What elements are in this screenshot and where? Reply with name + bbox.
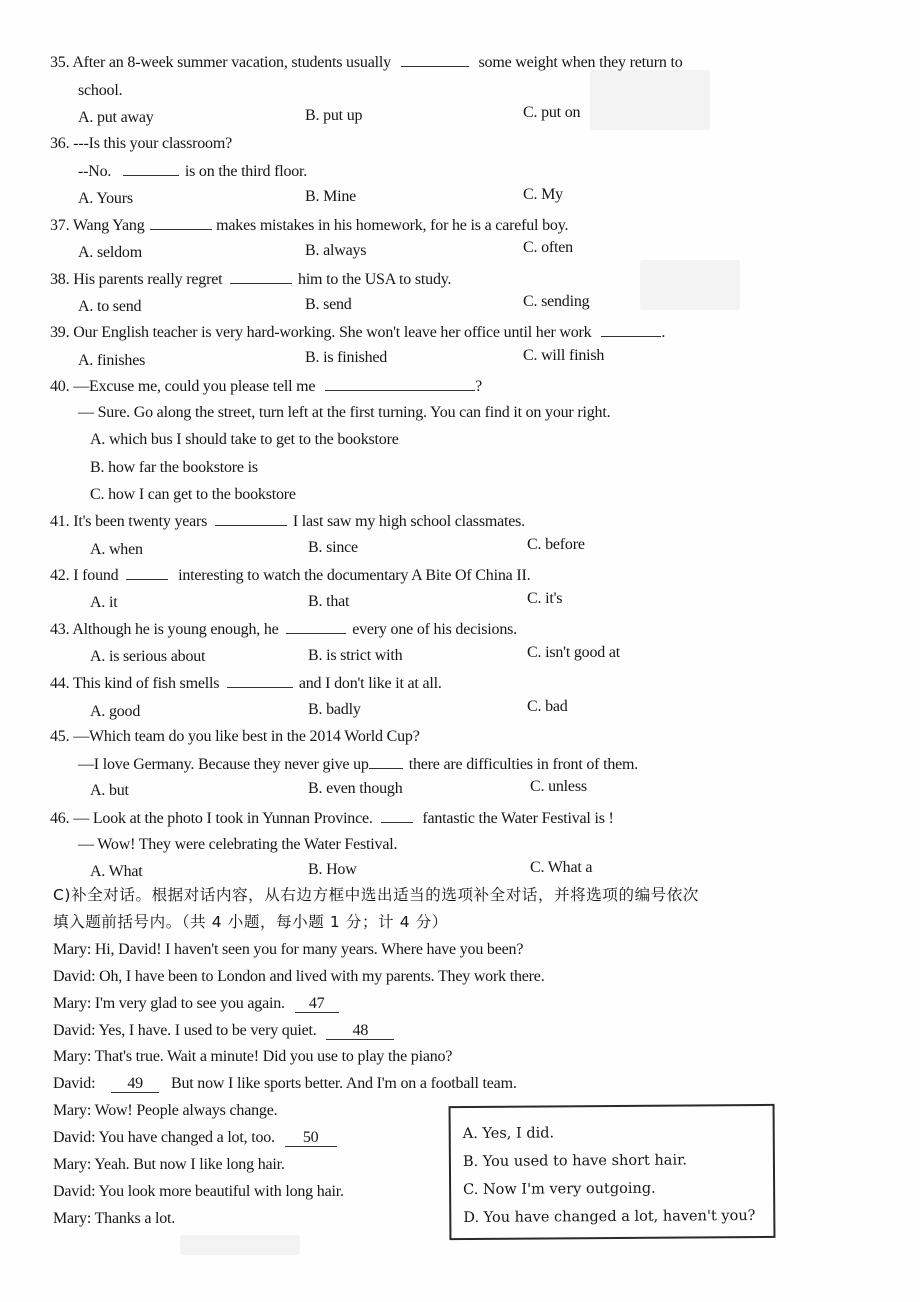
scan-noise xyxy=(180,1235,300,1255)
answer-options-box xyxy=(449,1104,776,1240)
option-b[interactable]: B. send xyxy=(305,296,352,313)
option-a[interactable]: A. seldom xyxy=(78,244,142,261)
option-b[interactable]: B. is finished xyxy=(305,349,388,366)
answer-blank[interactable] xyxy=(215,511,287,526)
answer-blank-49[interactable]: 49 xyxy=(111,1076,159,1093)
option-b[interactable]: B. is strict with xyxy=(308,647,403,664)
box-option-c: C. Now I'm very outgoing. xyxy=(463,1180,656,1199)
dialogue-line-10: David: You look more beautiful with long hair. xyxy=(53,1183,344,1200)
answer-blank[interactable] xyxy=(401,52,469,67)
option-c[interactable]: C. it's xyxy=(527,590,563,607)
option-a[interactable]: A. but xyxy=(90,782,129,799)
question-43: 43. Although he is young enough, he every one of his decisions. xyxy=(50,621,517,638)
answer-blank[interactable] xyxy=(325,376,475,391)
option-a[interactable]: A. Yours xyxy=(78,190,133,207)
question-39: 39. Our English teacher is very hard-working. She won't leave her office until her work . xyxy=(50,324,666,341)
option-c[interactable]: C. bad xyxy=(527,698,568,715)
option-c[interactable]: C. often xyxy=(523,239,573,256)
question-42: 42. I found interesting to watch the documentary A Bite Of China II. xyxy=(50,567,531,584)
question-36-reply: --No. is on the third floor. xyxy=(78,163,308,180)
dialogue-line-1: Mary: Hi, David! I haven't seen you for many years. Where have you been? xyxy=(53,941,524,958)
option-a[interactable]: A. which bus I should take to get to the bookstore xyxy=(90,431,399,448)
option-c[interactable]: C. before xyxy=(527,536,585,553)
option-a[interactable]: A. is serious about xyxy=(90,648,206,665)
option-b[interactable]: B. even though xyxy=(308,780,403,797)
option-c[interactable]: C. put on xyxy=(523,104,581,121)
scan-noise xyxy=(640,260,740,310)
answer-blank-47[interactable]: 47 xyxy=(295,996,339,1013)
answer-blank[interactable] xyxy=(126,565,168,580)
dialogue-line-5: Mary: That's true. Wait a minute! Did you use to play the piano? xyxy=(53,1048,453,1065)
dialogue-line-7: Mary: Wow! People always change. xyxy=(53,1102,278,1119)
question-number: 42. xyxy=(50,567,70,584)
answer-blank[interactable] xyxy=(601,322,661,337)
dialogue-line-2: David: Oh, I have been to London and lived with my parents. They work there. xyxy=(53,968,545,985)
question-45: 45. —Which team do you like best in the 2014 World Cup? xyxy=(50,728,420,745)
question-41: 41. It's been twenty years I last saw my high school classmates. xyxy=(50,513,525,530)
question-44: 44. This kind of fish smells and I don't like it at all. xyxy=(50,675,442,692)
section-c-instruction-line1: C)补全对话。根据对话内容，从右边方框中选出适当的选项补全对话，并将选项的编号依次 xyxy=(53,886,699,904)
option-b[interactable]: B. put up xyxy=(305,107,363,124)
question-number: 39. xyxy=(50,324,70,341)
option-c[interactable]: C. What a xyxy=(530,859,593,876)
question-number: 45. xyxy=(50,728,70,745)
option-a[interactable]: A. it xyxy=(90,594,118,611)
dialogue-line-9: Mary: Yeah. But now I like long hair. xyxy=(53,1156,285,1173)
option-b[interactable]: B. badly xyxy=(308,701,361,718)
box-option-a: A. Yes, I did. xyxy=(462,1125,555,1143)
answer-blank[interactable] xyxy=(227,673,293,688)
question-number: 40. xyxy=(50,378,70,395)
question-number: 35. xyxy=(50,54,70,71)
option-c[interactable]: C. will finish xyxy=(523,347,605,364)
question-46-reply: — Wow! They were celebrating the Water Festival. xyxy=(78,836,398,853)
box-option-d: D. You have changed a lot, haven't you? xyxy=(463,1208,756,1227)
option-b[interactable]: B. how far the bookstore is xyxy=(90,459,258,476)
question-40: 40. —Excuse me, could you please tell me ? xyxy=(50,378,482,395)
answer-blank[interactable] xyxy=(123,161,179,176)
option-c[interactable]: C. unless xyxy=(530,778,587,795)
question-38: 38. His parents really regret him to the USA to study. xyxy=(50,271,452,288)
question-number: 41. xyxy=(50,513,70,530)
question-35-continuation: school. xyxy=(78,82,123,99)
question-40-reply: — Sure. Go along the street, turn left at the first turning. You can find it on your right. xyxy=(78,404,611,421)
question-46: 46. — Look at the photo I took in Yunnan Province. fantastic the Water Festival is ! xyxy=(50,810,614,827)
option-a[interactable]: A. good xyxy=(90,703,141,720)
question-45-reply: —I love Germany. Because they never give up there are difficulties in front of them. xyxy=(78,756,639,773)
answer-blank[interactable] xyxy=(369,754,403,769)
answer-blank-48[interactable]: 48 xyxy=(326,1023,394,1040)
option-c[interactable]: C. how I can get to the bookstore xyxy=(90,486,296,503)
answer-blank[interactable] xyxy=(230,269,292,284)
option-b[interactable]: B. that xyxy=(308,593,350,610)
option-a[interactable]: A. finishes xyxy=(78,352,146,369)
scan-noise xyxy=(590,70,710,130)
answer-blank-50[interactable]: 50 xyxy=(285,1130,337,1147)
question-number: 36. xyxy=(50,135,70,152)
option-b[interactable]: B. always xyxy=(305,242,367,259)
option-a[interactable]: A. when xyxy=(90,541,143,558)
question-number: 46. xyxy=(50,810,70,827)
question-number: 43. xyxy=(50,621,70,638)
answer-blank[interactable] xyxy=(150,215,212,230)
option-b[interactable]: B. How xyxy=(308,861,357,878)
option-b[interactable]: B. since xyxy=(308,539,358,556)
section-c-instruction-line2: 填入题前括号内。（共 4 小题，每小题 1 分；计 4 分） xyxy=(53,913,448,931)
option-c[interactable]: C. isn't good at xyxy=(527,644,621,661)
question-number: 38. xyxy=(50,271,70,288)
option-a[interactable]: A. What xyxy=(90,863,143,880)
question-36: 36. ---Is this your classroom? xyxy=(50,135,232,152)
option-a[interactable]: A. put away xyxy=(78,109,154,126)
question-37: 37. Wang Yang makes mistakes in his homework, for he is a careful boy. xyxy=(50,217,569,234)
dialogue-line-3: Mary: I'm very glad to see you again. 47 xyxy=(53,994,339,1014)
question-35: 35. After an 8-week summer vacation, students usually some weight when they return to xyxy=(50,54,683,71)
box-option-b: B. You used to have short hair. xyxy=(462,1152,688,1171)
option-b[interactable]: B. Mine xyxy=(305,188,357,205)
answer-blank[interactable] xyxy=(381,808,413,823)
question-number: 44. xyxy=(50,675,70,692)
dialogue-line-8: David: You have changed a lot, too. 50 xyxy=(53,1128,337,1148)
dialogue-line-4: David: Yes, I have. I used to be very quiet. 48 xyxy=(53,1021,394,1041)
option-c[interactable]: C. My xyxy=(523,186,563,203)
answer-blank[interactable] xyxy=(286,619,346,634)
dialogue-line-6: David: 49 But now I like sports better. And I'm on a football team. xyxy=(53,1075,517,1092)
option-c[interactable]: C. sending xyxy=(523,293,590,310)
dialogue-line-11: Mary: Thanks a lot. xyxy=(53,1210,176,1227)
question-number: 37. xyxy=(50,217,70,234)
option-a[interactable]: A. to send xyxy=(78,298,142,315)
